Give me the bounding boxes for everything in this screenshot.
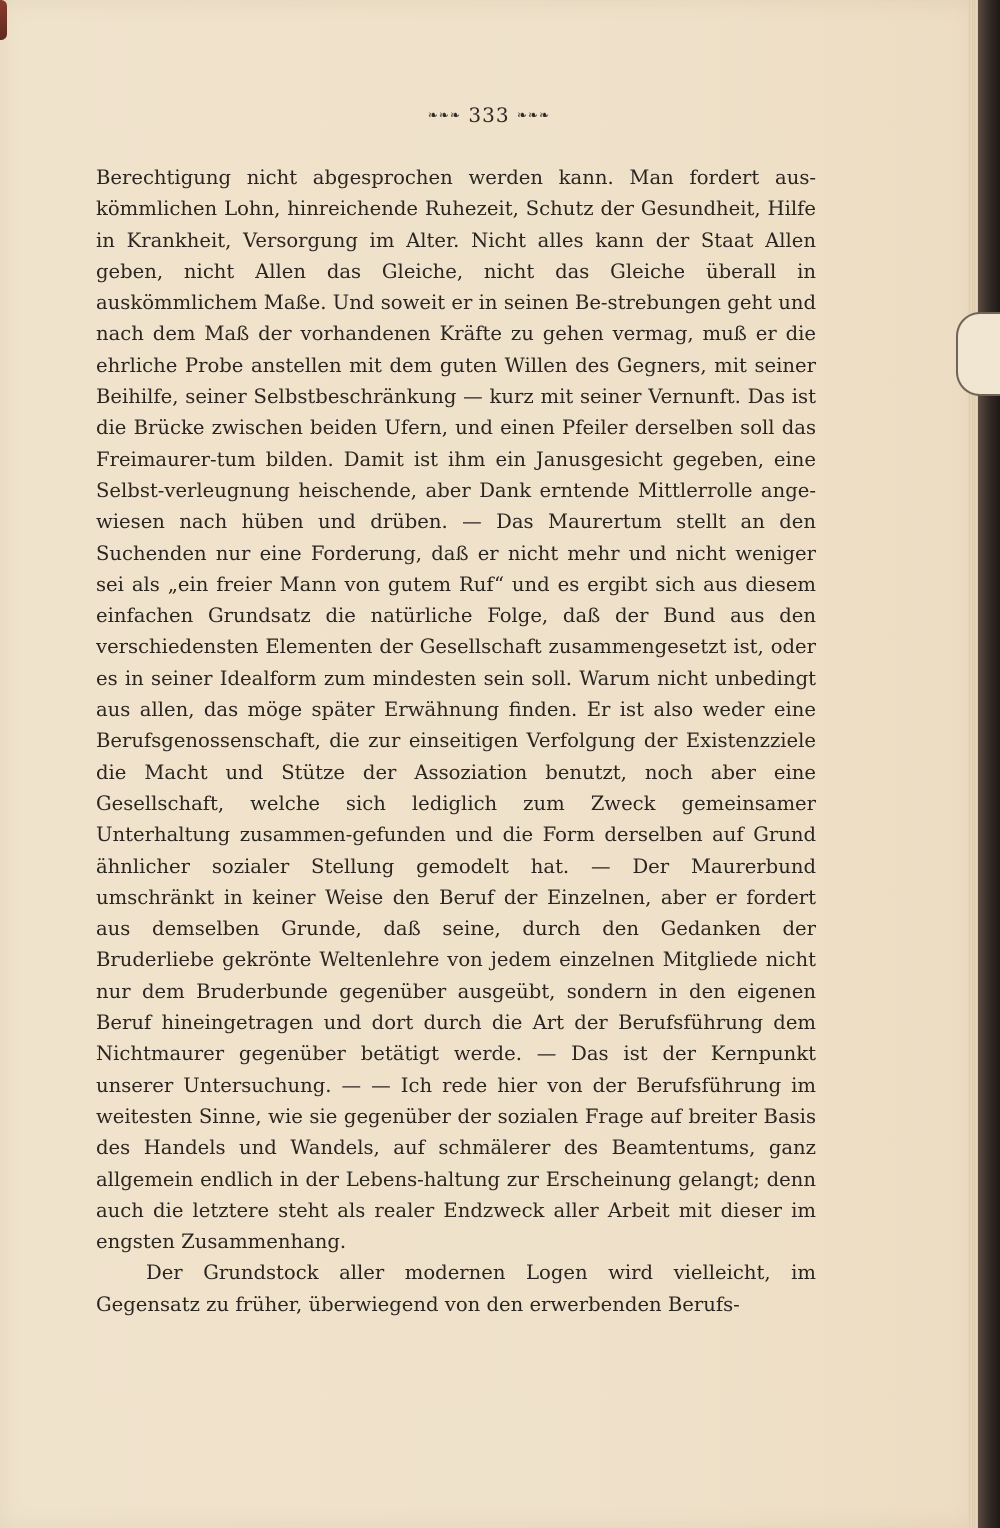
page-edges (968, 0, 978, 1528)
body-text (96, 162, 816, 1320)
paragraph-2: Der Grundstock aller modernen Logen wird vielleicht, im Gegensatz zu früher, überwiegend von den erwerbenden Berufs- (96, 1261, 816, 1316)
page-tab (956, 312, 1000, 396)
binding-corner (0, 0, 7, 40)
page-header (0, 102, 978, 130)
paragraph-1: Berechtigung nicht abgesprochen werden kann. Man fordert aus-kömmlichen Lohn, hinreichende Ruhezeit, Schutz der Gesundheit, Hilfe in Krankheit, Versorgung im Alter. Nicht alles kann der Staat Allen geben, nicht Allen das Gleiche, nicht das Gleiche überall in auskömmlichem Maße. Und soweit er in seinen Be-strebungen geht und nach dem Maß der vorhandenen Kräfte zu gehen vermag, muß er die ehrliche Probe anstellen mit dem guten Willen des Gegners, mit seiner Beihilfe, seiner Selbstbeschränkung — kurz mit seiner Vernunft. Das ist die Brücke zwischen beiden Ufern, und einen Pfeiler derselben soll das Freimaurer-tum bilden. Damit ist ihm ein Janusgesicht gegeben, eine Selbst-verleugnung heischende, aber Dank erntende Mittlerrolle ange-wiesen nach hüben und drüben. — Das Maurertum stellt an den Suchenden nur eine Forderung, daß er nicht mehr und nicht weniger sei als „ein freier Mann von gutem Ruf“ und es ergibt sich aus diesem einfachen Grundsatz die natürliche Folge, daß der Bund aus den verschiedensten Elementen der Gesellschaft zusammengesetzt ist, oder es in seiner Idealform zum mindesten sein soll. Warum nicht unbedingt aus allen, das möge später Erwähnung finden. Er ist also weder eine Berufsgenossenschaft, die zur einseitigen Verfolgung der Existenzziele die Macht und Stütze der Assoziation benutzt, noch aber eine Gesellschaft, welche sich lediglich zum Zweck gemeinsamer Unterhaltung zusammen-gefunden und die Form derselben auf Grund ähnlicher sozialer Stellung gemodelt hat. — Der Maurerbund umschränkt in keiner Weise den Beruf der Einzelnen, aber er fordert aus demselben Grunde, daß seine, durch den Gedanken der Bruderliebe gekrönte Weltenlehre von jedem einzelnen Mitgliede nicht nur dem Bruderbunde gegenüber ausgeübt, sondern in den eigenen Beruf hineingetragen und dort durch die Art der Berufsführung dem Nichtmaurer gegenüber betätigt werde. — Das ist der Kernpunkt unserer Untersuchung. — — Ich rede hier von der Berufsführung im weitesten Sinne, wie sie gegenüber der sozialen Frage auf breiter Basis des Handels und Wandels, auf schmälerer des Beamtentums, ganz allgemein endlich in der Lebens-haltung zur Erscheinung gelangt; denn auch die letztere steht als realer Endzweck aller Arbeit mit dieser im engsten Zusammenhang. (96, 166, 816, 1254)
left-ornament: ❧❧❧ (427, 107, 462, 122)
right-ornament: ❧❧❧ (516, 107, 551, 122)
page-number: 333 (468, 103, 510, 127)
book-binding (978, 0, 1000, 1528)
